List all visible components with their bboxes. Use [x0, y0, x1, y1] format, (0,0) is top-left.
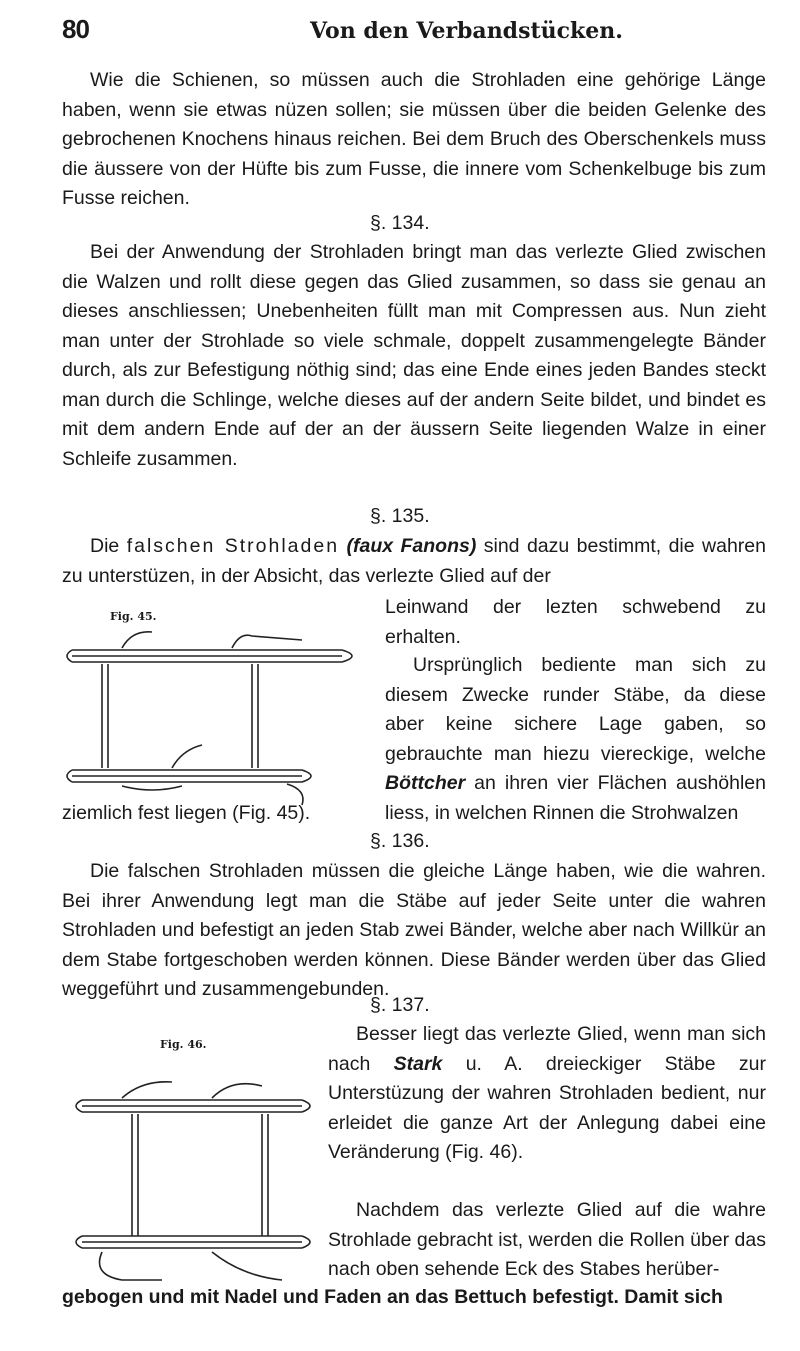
paragraph-7-tail: gebogen und mit Nadel und Faden an das Bettuch befestigt. Damit sich	[62, 1286, 723, 1308]
figure-46-label: Fig. 46.	[160, 1038, 207, 1051]
paragraph-2: Bei der Anwendung der Strohladen bringt man das verlezte Glied zwischen die Walzen und rollt diese gegen das Glied zusammen, so dass sie genau an dieses anschliessen; Unebenheiten füllt man mit Compressen aus. Nun zieht man unter der Strohlade so viele schmale, doppelt zusammengelegte Bänder durch, als zur Befestigung nöthig sind; das eine Ende eines jeden Bandes steckt man durch die Schlinge, welche dieses auf der andern Seite bildet, und bindet es mit dem andern Ende auf der an der äussern Seite liegenden Walze in einer Schleife zusammen.	[62, 241, 766, 470]
p4-a: Ursprünglich bediente man sich zu diesem Zwecke runder Stäbe, da diese aber keine sichere Lage gaben, so gebrauchte man hiezu viereckige, welche	[385, 654, 766, 765]
page-header	[62, 10, 760, 50]
p3-lead: Die	[90, 535, 120, 557]
term-faux-fanons: (faux Fanons)	[346, 535, 477, 557]
paragraph-4-tail: ziemlich fest liegen (Fig. 45).	[62, 802, 311, 824]
name-boettcher: Böttcher	[385, 772, 466, 794]
p6-a: Besser liegt das verlezte Glied, wenn man sich nach	[328, 1023, 766, 1075]
section-134-heading: §. 134.	[370, 212, 430, 234]
paragraph-7: Nachdem das verlezte Glied auf die wahre Strohlade gebracht ist, werden die Rollen über das nach oben sehende Eck des Stabes herüber-	[328, 1199, 766, 1280]
figure-45-illustration	[62, 610, 378, 810]
paragraph-1: Wie die Schienen, so müssen auch die Strohladen eine gehörige Länge haben, wenn sie etwas nüzen sollen; sie müssen über die beiden Gelenke des gebrochenen Knochens hinaus reichen. Bei dem Bruch des Oberschenkels muss die äussere von der Hüfte bis zum Fusse, die innere vom Schenkelbuge bis zum Fusse reichen.	[62, 69, 766, 209]
p3-rest: sind dazu bestimmt, die wahren zu unterstüzen, in der Absicht, das verlezte Glied auf der	[62, 535, 766, 587]
paragraph-3	[62, 532, 766, 591]
term-falsche-strohladen: falschen Strohladen	[126, 535, 340, 557]
section-137-heading: §. 137.	[370, 994, 430, 1016]
name-stark: Stark	[393, 1052, 443, 1075]
figure-45-label: Fig. 45.	[110, 610, 157, 623]
paragraph-3-continued: Leinwand der lezten schwebend zu erhalten.	[385, 596, 766, 648]
running-head: Von den Verbandstücken.	[310, 18, 623, 44]
p4-b: an ihren vier Flächen aushöhlen liess, in welchen Rinnen die Strohwalzen	[385, 772, 766, 824]
p6-b: u. A. dreieckiger Stäbe zur Unterstüzung der wahren Strohladen bedient, nur erleidet die ganze Art der Anlegung dabei eine Veränderung (Fig. 46).	[328, 1052, 766, 1163]
section-135-heading: §. 135.	[370, 505, 430, 527]
figure-46-illustration	[62, 1040, 322, 1310]
paragraph-5: Die falschen Strohladen müssen die gleiche Länge haben, wie die wahren. Bei ihrer Anwendung legt man die Stäbe auf jeder Seite unter die wahren Strohladen und befestigt an jeden Stab zwei Bänder, welche aber nach Willkür an dem Stabe fortgeschoben werden können. Diese Bänder werden über das Glied weggeführt und zusammengebunden.	[62, 860, 766, 1000]
paragraph-6	[328, 1020, 766, 1168]
page-number: 80	[62, 14, 89, 44]
section-136-heading: §. 136.	[370, 830, 430, 852]
